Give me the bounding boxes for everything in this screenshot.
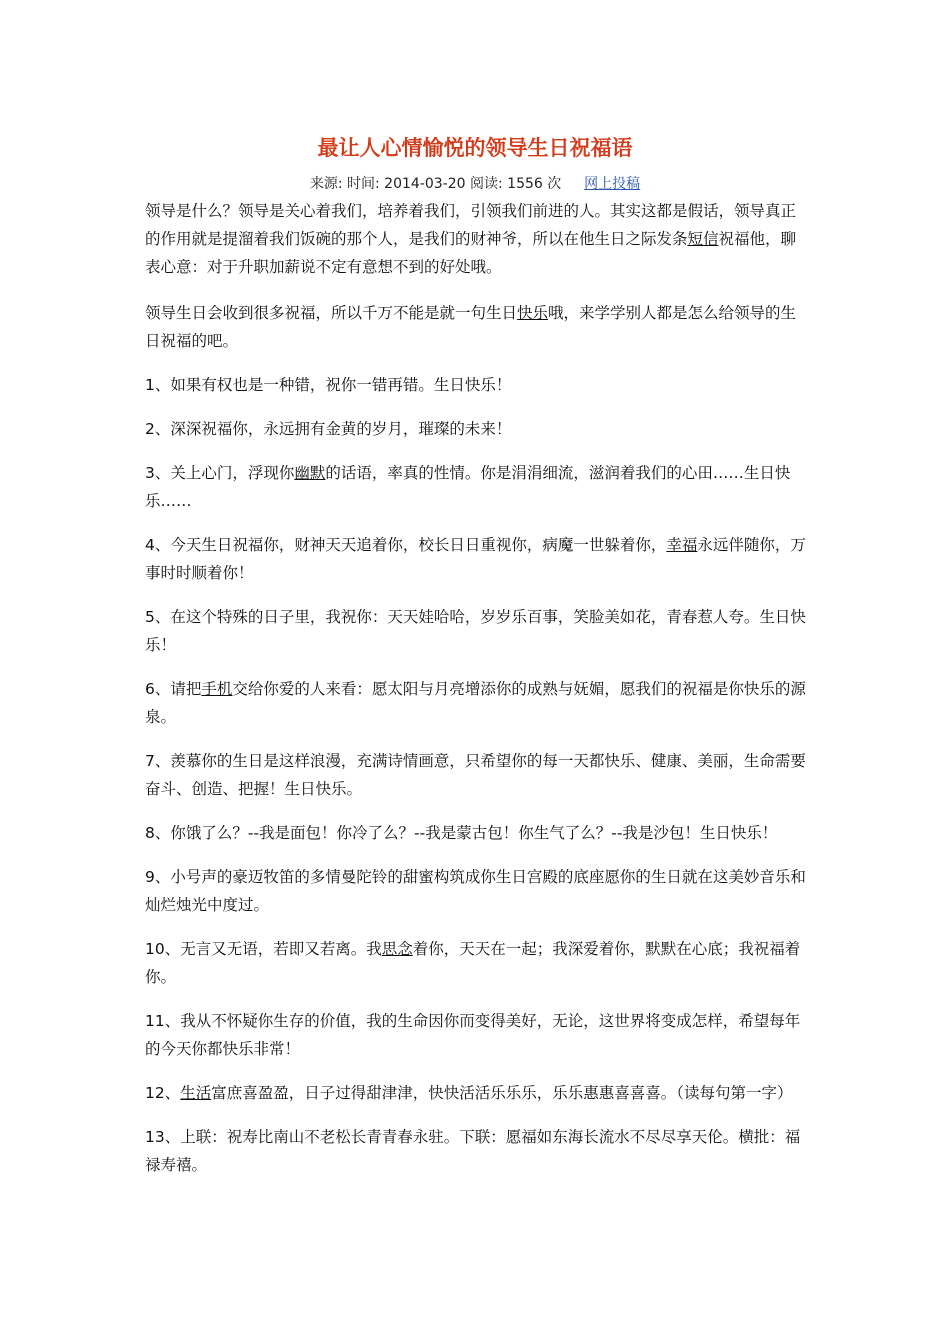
article-title: 最让人心情愉悦的领导生日祝福语 <box>317 136 633 160</box>
keyword-link[interactable]: 短信 <box>687 230 719 248</box>
wish-item: 6、请把手机交给你爱的人来看：愿太阳与月亮增添你的成熟与妩媚，愿我们的祝福是你快乐的源泉。 <box>145 680 806 726</box>
reads-label: 阅读: <box>470 176 503 192</box>
wish-item: 3、关上心门，浮现你幽默的话语，率真的性情。你是涓涓细流，滋润着我们的心田……生日快乐…… <box>145 464 791 510</box>
intro-paragraph: 领导是什么？领导是关心着我们，培养着我们，引领我们前进的人。其实这都是假话，领导真正的作用就是提溜着我们饭碗的那个人，是我们的财神爷，所以在他生日之际发条短信祝福他，聊表心意：对于升职加薪说不定有意想不到的好处哦。 <box>145 202 797 276</box>
wish-item: 5、在这个特殊的日子里，我祝你：天天娃哈哈，岁岁乐百事，笑脸美如花，青春惹人夸。生日快乐！ <box>145 608 806 654</box>
source-label: 来源: <box>309 176 343 192</box>
keyword-link[interactable]: 快乐 <box>517 304 549 322</box>
keyword-link[interactable]: 生活 <box>180 1084 212 1102</box>
wish-item: 12、生活富庶喜盈盈，日子过得甜津津，快快活活乐乐乐，乐乐惠惠喜喜喜。（读每句第一字） <box>145 1084 793 1102</box>
publish-date: 2014-03-20 <box>384 176 466 192</box>
wish-item: 11、我从不怀疑你生存的价值，我的生命因你而变得美好，无论，这世界将变成怎样，希望每年的今天你都快乐非常！ <box>145 1012 801 1058</box>
keyword-link[interactable]: 幸福 <box>666 536 698 554</box>
wish-item: 1、如果有权也是一种错，祝你一错再错。生日快乐！ <box>145 376 512 394</box>
wish-item: 13、上联：祝寿比南山不老松长青青春永驻。下联：愿福如东海长流水不尽尽享天伦。横批：福禄寿禧。 <box>145 1128 801 1174</box>
submit-article-link[interactable]: 网上投稿 <box>584 176 641 192</box>
wish-item: 4、今天生日祝福你，财神天天追着你，校长日日重视你，病魔一世躲着你，幸福永远伴随你，万事时时顺着你！ <box>145 536 806 582</box>
keyword-link[interactable]: 思念 <box>381 940 413 958</box>
wish-item: 7、羡慕你的生日是这样浪漫，充满诗情画意，只希望你的每一天都快乐、健康、美丽，生命需要奋斗、创造、把握！生日快乐。 <box>145 752 806 798</box>
keyword-link[interactable]: 手机 <box>201 680 233 698</box>
reads-unit: 次 <box>547 176 562 192</box>
wish-item: 9、小号声的豪迈牧笛的多情曼陀铃的甜蜜构筑成你生日宫殿的底座愿你的生日就在这美妙音乐和灿烂烛光中度过。 <box>145 868 806 914</box>
wish-item: 10、无言又无语，若即又若离。我思念着你，天天在一起；我深爱着你，默默在心底；我祝福着你。 <box>145 940 801 986</box>
article-meta <box>0 173 950 193</box>
reads-count: 1556 <box>507 176 543 192</box>
keyword-link[interactable]: 幽默 <box>294 464 326 482</box>
article-body <box>145 197 810 1195</box>
wish-item: 2、深深祝福你，永远拥有金黄的岁月，璀璨的未来！ <box>145 420 512 438</box>
intro-paragraph: 领导生日会收到很多祝福，所以千万不能是就一句生日快乐哦，来学学别人都是怎么给领导的生日祝福的吧。 <box>145 304 797 350</box>
wish-item: 8、你饿了么？--我是面包！你冷了么？--我是蒙古包！你生气了么？--我是沙包！生日快乐！ <box>145 824 778 842</box>
time-label: 时间: <box>347 176 380 192</box>
